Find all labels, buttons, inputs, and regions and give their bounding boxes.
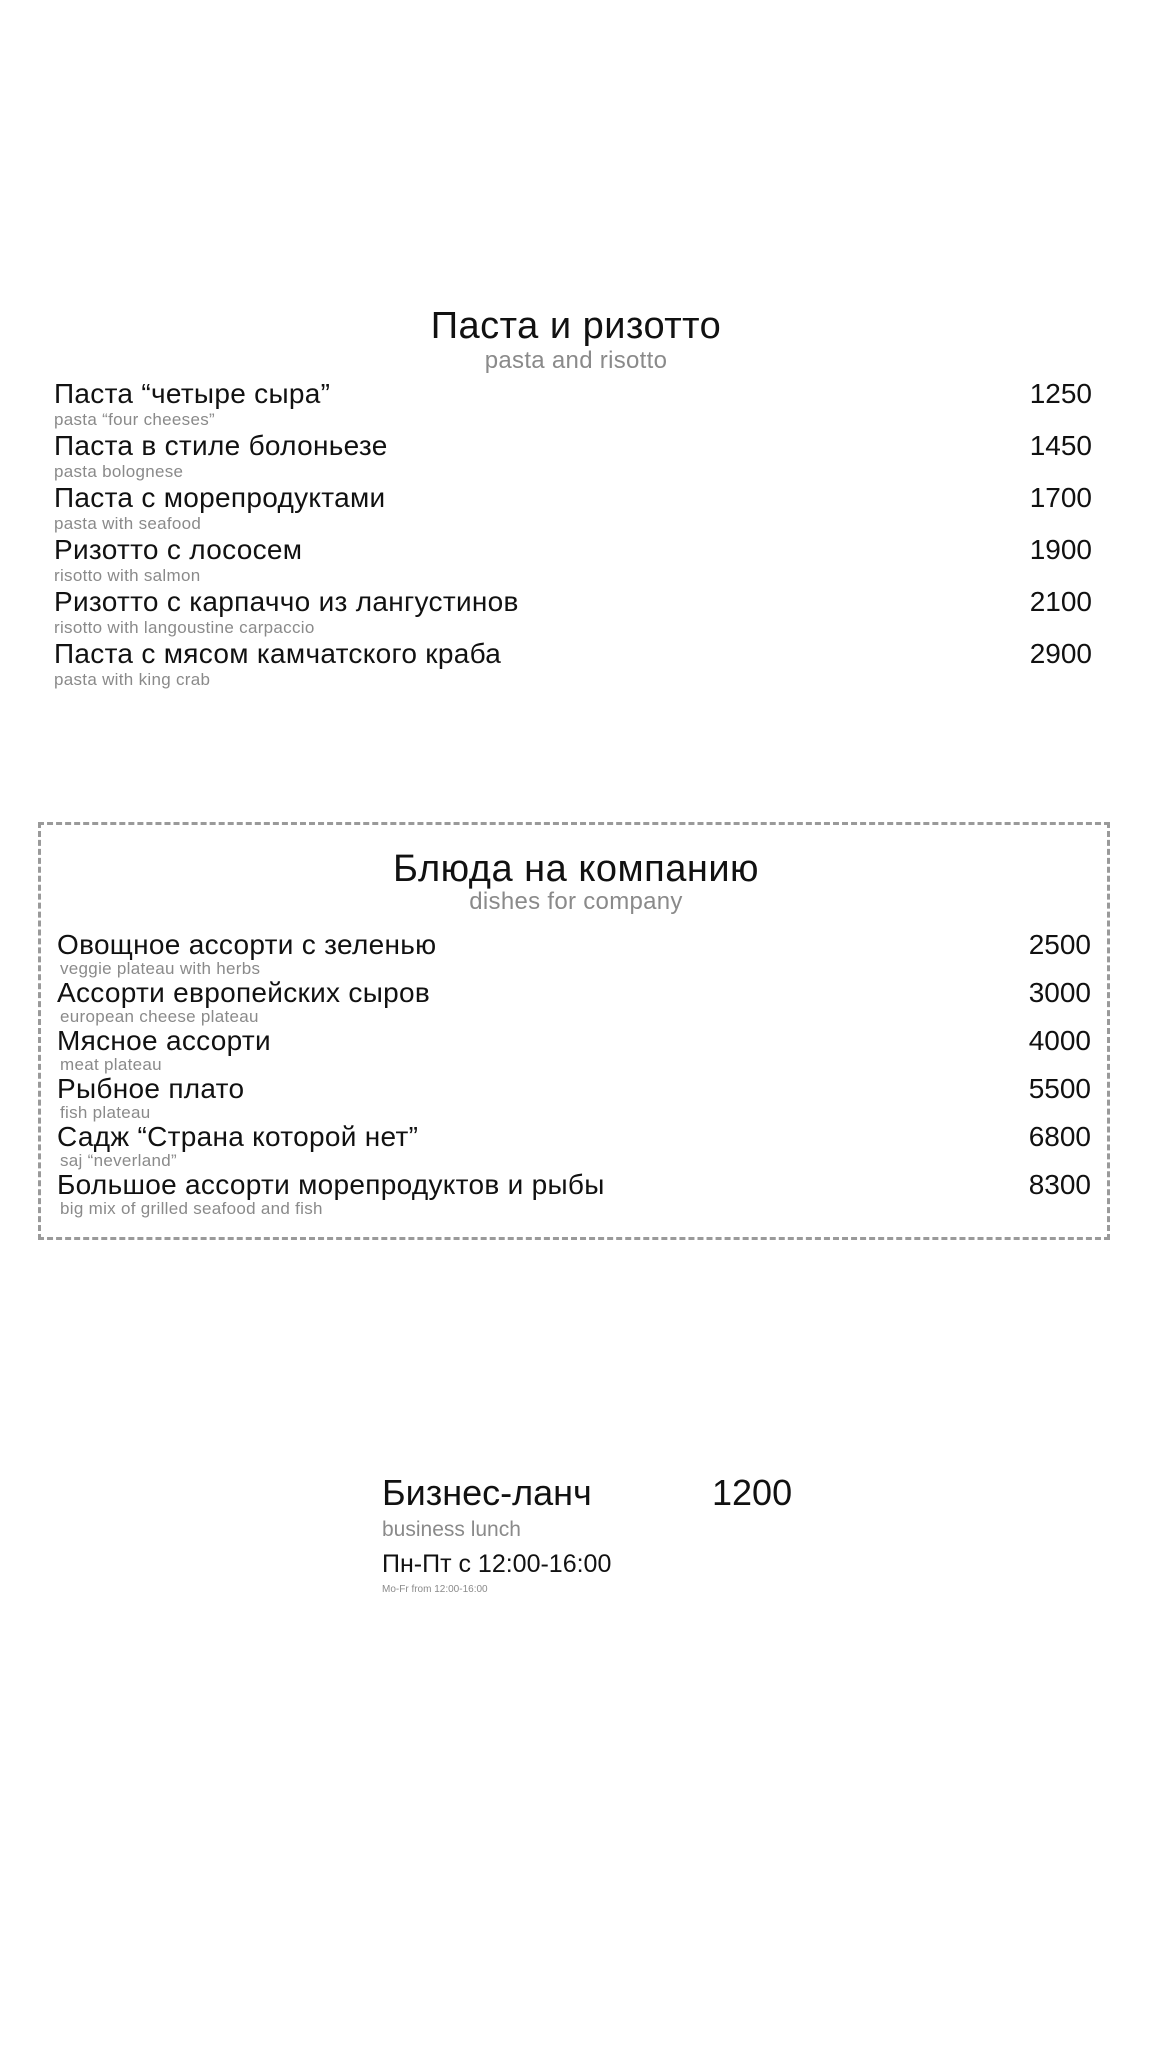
menu-item-price: 1900 bbox=[1029, 534, 1092, 565]
menu-item-description: risotto with salmon bbox=[54, 566, 201, 585]
menu-item-price: 2100 bbox=[1029, 586, 1092, 617]
menu-item-description: risotto with langoustine carpaccio bbox=[54, 618, 315, 637]
company-section-subtitle: dishes for company bbox=[469, 888, 683, 915]
business-lunch-hours-english: Mo-Fr from 12:00-16:00 bbox=[382, 1584, 488, 1595]
menu-item-name: Ассорти европейских сыров bbox=[57, 977, 431, 1008]
pasta-menu-list bbox=[54, 378, 1092, 690]
pasta-section-subtitle: pasta and risotto bbox=[484, 347, 668, 374]
menu-item bbox=[54, 378, 1092, 430]
menu-item-description: meat plateau bbox=[60, 1055, 162, 1074]
business-lunch-price: 1200 bbox=[712, 1472, 793, 1513]
pasta-section-title: Паста и ризотто bbox=[430, 305, 722, 347]
menu-item-name: Ризотто с карпаччо из лангустинов bbox=[54, 586, 519, 617]
menu-item-description: pasta with seafood bbox=[54, 514, 202, 533]
menu-item-price: 4000 bbox=[1028, 1025, 1091, 1056]
menu-item-description: saj “neverland” bbox=[60, 1151, 177, 1170]
menu-item-price: 1250 bbox=[1029, 378, 1092, 409]
menu-item-description: pasta with king crab bbox=[54, 670, 211, 689]
menu-item bbox=[54, 534, 1092, 586]
menu-item bbox=[54, 430, 1092, 482]
menu-item-price: 6800 bbox=[1028, 1121, 1091, 1152]
menu-item-description: european cheese plateau bbox=[60, 1007, 259, 1026]
menu-item-price: 1450 bbox=[1029, 430, 1092, 461]
menu-item-description: big mix of grilled seafood and fish bbox=[60, 1199, 323, 1218]
menu-item bbox=[54, 482, 1092, 534]
menu-item-description: fish plateau bbox=[60, 1103, 151, 1122]
menu-item-price: 2900 bbox=[1029, 638, 1092, 669]
menu-item-name: Паста в стиле болоньезе bbox=[54, 430, 388, 461]
menu-item bbox=[57, 1026, 1091, 1074]
business-lunch-hours: Пн-Пт с 12:00-16:00 bbox=[382, 1550, 612, 1578]
menu-item-name: Садж “Страна которой нет” bbox=[57, 1121, 419, 1152]
business-lunch-subtitle: business lunch bbox=[382, 1518, 521, 1541]
menu-item bbox=[54, 586, 1092, 638]
menu-item bbox=[57, 1122, 1091, 1170]
menu-item-price: 8300 bbox=[1028, 1169, 1091, 1200]
menu-item bbox=[57, 930, 1091, 978]
company-menu-list bbox=[57, 930, 1091, 1218]
menu-item-name: Паста с морепродуктами bbox=[54, 482, 386, 513]
menu-item-name: Паста с мясом камчатского краба bbox=[54, 638, 502, 669]
menu-item-price: 3000 bbox=[1028, 977, 1091, 1008]
menu-item-name: Рыбное плато bbox=[57, 1073, 245, 1104]
menu-item-name: Мясное ассорти bbox=[57, 1025, 271, 1056]
menu-item-name: Овощное ассорти с зеленью bbox=[57, 929, 437, 960]
menu-item bbox=[54, 638, 1092, 690]
business-lunch-title: Бизнес-ланч bbox=[382, 1472, 592, 1513]
menu-item-price: 5500 bbox=[1028, 1073, 1091, 1104]
menu-item-name: Большое ассорти морепродуктов и рыбы bbox=[57, 1169, 605, 1200]
company-section-title: Блюда на компанию bbox=[392, 848, 760, 890]
menu-item-price: 2500 bbox=[1028, 929, 1091, 960]
menu-item-name: Ризотто с лососем bbox=[54, 534, 303, 565]
menu-item-description: pasta “four cheeses” bbox=[54, 410, 215, 429]
menu-item bbox=[57, 1170, 1091, 1218]
menu-item bbox=[57, 1074, 1091, 1122]
menu-item-description: veggie plateau with herbs bbox=[60, 959, 261, 978]
menu-item-name: Паста “четыре сыра” bbox=[54, 378, 331, 409]
menu-item-price: 1700 bbox=[1029, 482, 1092, 513]
menu-item-description: pasta bolognese bbox=[54, 462, 184, 481]
menu-item bbox=[57, 978, 1091, 1026]
